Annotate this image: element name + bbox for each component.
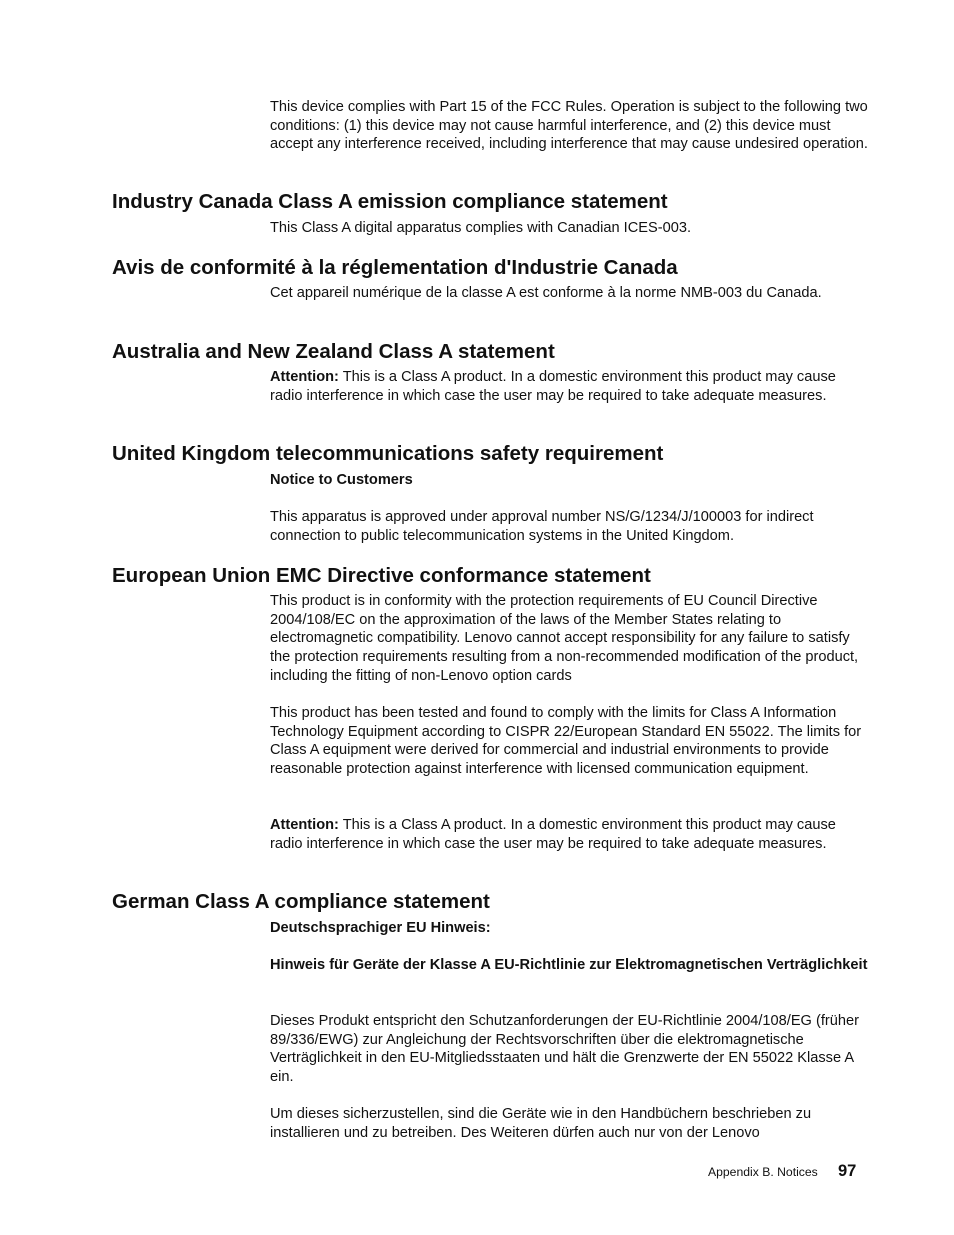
attention-label: Attention: xyxy=(270,369,339,385)
avis-canada-heading: Avis de conformité à la réglementation d'Industrie Canada xyxy=(112,256,678,279)
eu-paragraph-1: This product is in conformity with the protection requirements of EU Council Directive 2004/108/EC on the approximation of the laws of the Member States relating to electromagnetic compatibility. Lenovo cannot accept responsibility for any failure to satisfy the protection requirements resulting from a non-recommended modification of the product, including the fitting of non-Lenovo option cards xyxy=(270,593,859,684)
australia-text: This is a Class A product. In a domestic environment this product may cause radio interference in which case the user may be required to take adequate measures. xyxy=(270,369,836,404)
industry-canada-heading: Industry Canada Class A emission compliance statement xyxy=(112,190,668,213)
eu-paragraph-2: This product has been tested and found to comply with the limits for Class A Information Technology Equipment according to CISPR 22/European Standard EN 55022. The limits for Class A equipment were derived for commercial and industrial environments to provide reasonable protection against interference with licensed communication equipment. xyxy=(270,705,862,778)
eu-paragraph-3 xyxy=(270,816,870,853)
uk-heading: United Kingdom telecommunications safety requirement xyxy=(112,442,664,465)
footer-label: Appendix B. Notices xyxy=(708,1165,818,1179)
australia-paragraph xyxy=(270,368,870,405)
eu-heading: European Union EMC Directive conformance statement xyxy=(112,564,651,587)
page-number: 97 xyxy=(838,1162,857,1180)
industry-canada-paragraph: This Class A digital apparatus complies with Canadian ICES-003. xyxy=(270,220,692,236)
eu-attention-text: This is a Class A product. In a domestic environment this product may cause radio interference in which case the user may be required to take adequate measures. xyxy=(270,817,836,852)
australia-heading: Australia and New Zealand Class A statement xyxy=(112,340,555,363)
uk-notice-label: Notice to Customers xyxy=(270,472,413,488)
fcc-paragraph: This device complies with Part 15 of the FCC Rules. Operation is subject to the following two conditions: (1) this device may not cause harmful interference, and (2) this device must accept any interference received, including interference that may cause undesired operation. xyxy=(270,99,868,153)
german-paragraph-2: Um dieses sicherzustellen, sind die Geräte wie in den Handbüchern beschrieben zu installieren und zu betreiben. Des Weiteren dürfen auch nur von der Lenovo xyxy=(270,1106,812,1141)
german-heading: German Class A compliance statement xyxy=(112,890,490,913)
avis-canada-paragraph: Cet appareil numérique de la classe A est conforme à la norme NMB-003 du Canada. xyxy=(270,285,822,301)
attention-label: Attention: xyxy=(270,817,339,833)
german-label-2: Hinweis für Geräte der Klasse A EU-Richtlinie zur Elektromagnetischen Verträglichkeit xyxy=(270,957,868,973)
german-paragraph-1: Dieses Produkt entspricht den Schutzanforderungen der EU-Richtlinie 2004/108/EG (früher 89/336/EWG) zur Angleichung der Rechtsvorschriften über die elektromagnetische Verträglichkeit in den EU-Mitgliedsstaaten und hält die Grenzwerte der EN 55022 Klasse A ein. xyxy=(270,1013,859,1086)
uk-paragraph: This apparatus is approved under approval number NS/G/1234/J/100003 for indirect connection to public telecommunication systems in the United Kingdom. xyxy=(270,509,814,544)
german-label-1: Deutschsprachiger EU Hinweis: xyxy=(270,920,491,936)
